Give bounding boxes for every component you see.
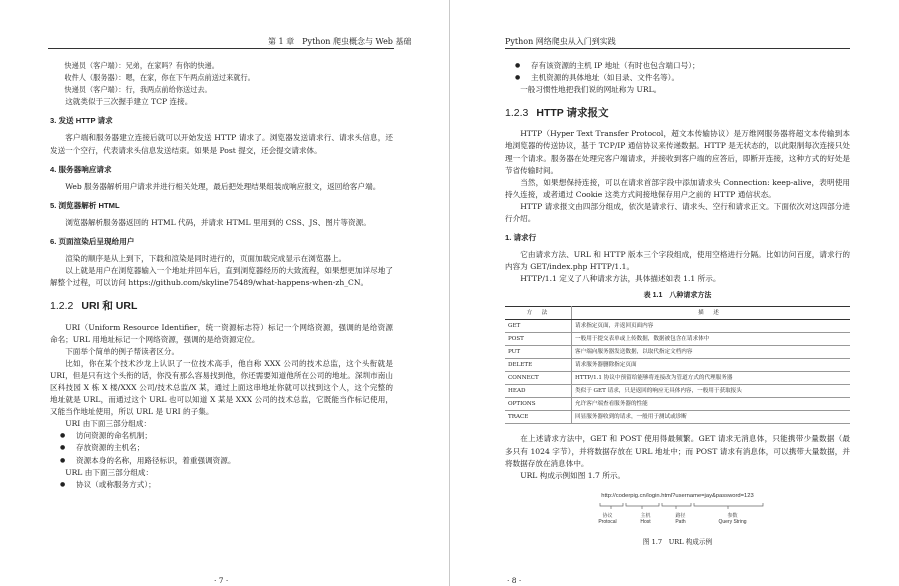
methods-table xyxy=(505,306,850,425)
figure-part xyxy=(664,513,698,526)
paragraph: HTTP/1.1 定义了八种请求方法，具体描述如表 1.1 所示。 xyxy=(520,274,721,284)
method-cell: GET xyxy=(505,319,572,332)
paragraph: 下面举个简单的例子帮读者区分。 xyxy=(65,346,180,356)
table-row xyxy=(505,332,850,345)
paragraph: 客户端和服务器建立连接后就可以开始发送 HTTP 请求了。浏览器发送请求行、请求头信息，还发送一个空行，代表请求头信息发送结束。如果是 Post 提交，还会提交请求体。 xyxy=(50,133,393,155)
dialogue-line: 快递员（客户端）：兄弟，在家吗？有你的快递。 xyxy=(64,61,219,70)
description-cell: 允许客户端查看服务器的性能 xyxy=(572,398,851,411)
description-cell: 一般用于提交表单或上传数据，数据被包含在请求体中 xyxy=(572,332,851,345)
table-row xyxy=(505,398,850,411)
paragraph: Web 服务器解析用户请求并进行相关处理，最后把处理结果组装成响应报文，返回给客户端。 xyxy=(65,181,381,191)
subheading: 5. 浏览器解析 HTML xyxy=(50,200,120,210)
figure-caption: 图 1.7 URL 构成示例 xyxy=(642,537,713,546)
table-header-row xyxy=(505,306,850,319)
table-row xyxy=(505,385,850,398)
paragraph: 比如，你在某个技术沙龙上认识了一位技术高手，他自称 XXX 公司的技术总监，这个头衔就是 URI，但是只有这个头衔的话，你没有那么容易找到他，你还需要知道他所在公司的地址。深圳市南山区科技园 X 栋 X 楼/XXX 公司/技术总监/X 某，通过上面这串地址你就可以找到这个人，这个完整的地址就是 URL，而通过这个 URL 也可以知道 X 某是 XXX 公司的技术总监，它既能当作标记使用，又能当作地址使用，所以 URL 是 URI 的子集。 xyxy=(50,358,393,417)
bullet-list xyxy=(505,60,850,84)
part-label-en: Path xyxy=(675,519,686,526)
figure-part xyxy=(588,513,628,526)
url-figure xyxy=(505,490,850,534)
right-page xyxy=(450,0,899,586)
description-cell: 请求服务器删除指定页面 xyxy=(572,358,851,371)
part-label-cn: 协议 xyxy=(602,512,613,519)
left-header-rule xyxy=(48,48,394,49)
table-header-cell: 方 法 xyxy=(505,306,572,319)
table-header-cell: 描 述 xyxy=(572,306,851,319)
right-content xyxy=(505,60,850,548)
list-item: ● 资源本身的名称，用路径标识，着重强调资源。 xyxy=(50,455,393,467)
part-label-cn: 主机 xyxy=(640,512,651,519)
method-cell: TRACE xyxy=(505,411,572,424)
paragraph: URL 构成示例如图 1.7 所示。 xyxy=(520,470,626,480)
bullet-list xyxy=(50,479,393,491)
list-item: ● 主机资源的具体地址（如目录、文件名等）。 xyxy=(505,72,850,84)
paragraph: 浏览器解析服务器返回的 HTML 代码，并请求 HTML 里用到的 CSS、JS、图片等资源。 xyxy=(65,217,371,227)
right-running-header: Python 网络爬虫从入门到实践 xyxy=(505,37,616,46)
table-row xyxy=(505,411,850,424)
paragraph: URI 由下面三部分组成： xyxy=(65,419,152,429)
paragraph: 一般习惯性地把我们说的网址称为 URL。 xyxy=(520,85,662,95)
table-row xyxy=(505,372,850,385)
list-item: ● 协议（或称服务方式）； xyxy=(50,479,393,491)
figure-part xyxy=(698,513,768,526)
section-title: HTTP 请求报文 xyxy=(536,107,609,120)
description-cell: HTTP/1.1 协议中预留给能够将连接改为管道方式的代理服务器 xyxy=(572,372,851,385)
section-title: URI 和 URL xyxy=(81,300,138,313)
left-page xyxy=(0,0,449,586)
method-cell: OPTIONS xyxy=(505,398,572,411)
section-number: 1.2.3 xyxy=(505,107,529,120)
left-content xyxy=(50,60,393,491)
table-caption: 表 1.1 八种请求方法 xyxy=(643,291,712,299)
subheading: 6. 页面渲染后呈现给用户 xyxy=(50,237,135,247)
section-heading xyxy=(505,107,850,119)
paragraph: 在上述请求方法中，GET 和 POST 使用得最频繁。GET 请求无消息体，只能携带少量数据（最多只有 1024 字节），并将数据存放在 URL 地址中；而 POST 请求有消息体，可以携带大量数据，并将数据存放在消息体中。 xyxy=(505,434,850,468)
bullet-list xyxy=(50,430,393,466)
list-item: ● 存放资源的主机名； xyxy=(50,442,393,454)
subheading: 3. 发送 HTTP 请求 xyxy=(50,116,113,126)
method-cell: HEAD xyxy=(505,385,572,398)
paragraph: 当然，如果想保持连接，可以在请求首部字段中添加请求头 Connection: keep-alive，表明使用持久连接，或者通过 Cookie 这类方式间接地保存用户之前的 HTTP 通信状态。 xyxy=(505,177,850,199)
table-row xyxy=(505,358,850,371)
paragraph: HTTP（Hyper Text Transfer Protocol，超文本传输协议）是万维网服务器将超文本传输到本地浏览器的传送协议，基于 TCP/IP 通信协议来传递数据。HTTP 是无状态的，以此限制每次连接只处理一个请求。服务器在处理完客户端请求，并接收到客户端的应答后，即断开连接，这种方式的好处是节省传输时间。 xyxy=(505,129,850,175)
paragraph: 它由请求方法、URL 和 HTTP 版本三个字段组成，使用空格进行分隔。比如访问百度，请求行的内容为 GET/index.php HTTP/1.1。 xyxy=(505,250,850,272)
part-label-en: Host xyxy=(640,519,651,526)
paragraph: URI（Uniform Resource Identifier，统一资源标志符）标记一个网络资源，强调的是给资源命名；URL 用地址标记一个网络资源，强调的是给资源定位。 xyxy=(50,322,393,344)
list-item: ● 访问资源的命名机制； xyxy=(50,430,393,442)
paragraph: HTTP 请求报文由四部分组成，依次是请求行、请求头、空行和请求正文。下面依次对这四部分进行介绍。 xyxy=(505,201,850,224)
method-cell: POST xyxy=(505,332,572,345)
description-cell: 回显服务器收到的请求，一般用于测试或诊断 xyxy=(572,411,851,424)
method-cell: CONNECT xyxy=(505,372,572,385)
part-label-en: Query String xyxy=(718,519,747,526)
page-number: · 8 · xyxy=(507,576,522,585)
section-number: 1.2.2 xyxy=(50,300,74,313)
paragraph: URL 由下面三部分组成： xyxy=(65,467,154,477)
figure-parts xyxy=(505,513,850,526)
part-label-cn: 参数 xyxy=(727,512,738,519)
right-header-rule xyxy=(505,48,850,49)
left-running-header: 第 1 章 Python 爬虫概念与 Web 基础 xyxy=(268,37,412,46)
page-number: · 7 · xyxy=(214,576,229,585)
section-heading xyxy=(50,300,393,312)
method-cell: PUT xyxy=(505,345,572,358)
description-cell: 类似于 GET 请求，只是返回的响应无具体内容，一般用于获取报头 xyxy=(572,385,851,398)
paragraph: 这就类似于三次握手建立 TCP 连接。 xyxy=(65,97,193,107)
figure-url: http://coderpig.cn/login.html?username=jay&password=123 xyxy=(601,492,754,499)
table-row xyxy=(505,345,850,358)
part-label-en: Protocal xyxy=(598,519,617,526)
subheading: 1. 请求行 xyxy=(505,233,537,243)
table-row xyxy=(505,319,850,332)
dialogue-line: 快递员（客户端）：行，我两点前给你送过去。 xyxy=(64,85,212,95)
description-cell: 客户端向服务器发送数据，以取代指定文档内容 xyxy=(572,345,851,358)
paragraph: 渲染的顺序是从上到下，下载和渲染是同时进行的，页面加载完成显示在浏览器上。 xyxy=(65,254,347,264)
dialogue-line: 收件人（服务器）：嗯，在家，你在下午两点前送过来就行。 xyxy=(64,73,255,83)
part-label-cn: 路径 xyxy=(675,512,686,519)
figure-part xyxy=(628,513,664,526)
subheading: 4. 服务器响应请求 xyxy=(50,164,112,174)
figure-braces xyxy=(505,502,850,510)
list-item: ● 存有该资源的主机 IP 地址（有时也包含端口号）； xyxy=(505,60,850,72)
description-cell: 请求指定页面，并返回页面内容 xyxy=(572,319,851,332)
method-cell: DELETE xyxy=(505,358,572,371)
paragraph: 以上就是用户在浏览器输入一个地址并回车后，直到浏览器经历的大致流程，如果想更加详尽地了解整个过程，可以访问 https://github.com/skyline75489/what-happens-when-zh_CN。 xyxy=(50,266,393,288)
